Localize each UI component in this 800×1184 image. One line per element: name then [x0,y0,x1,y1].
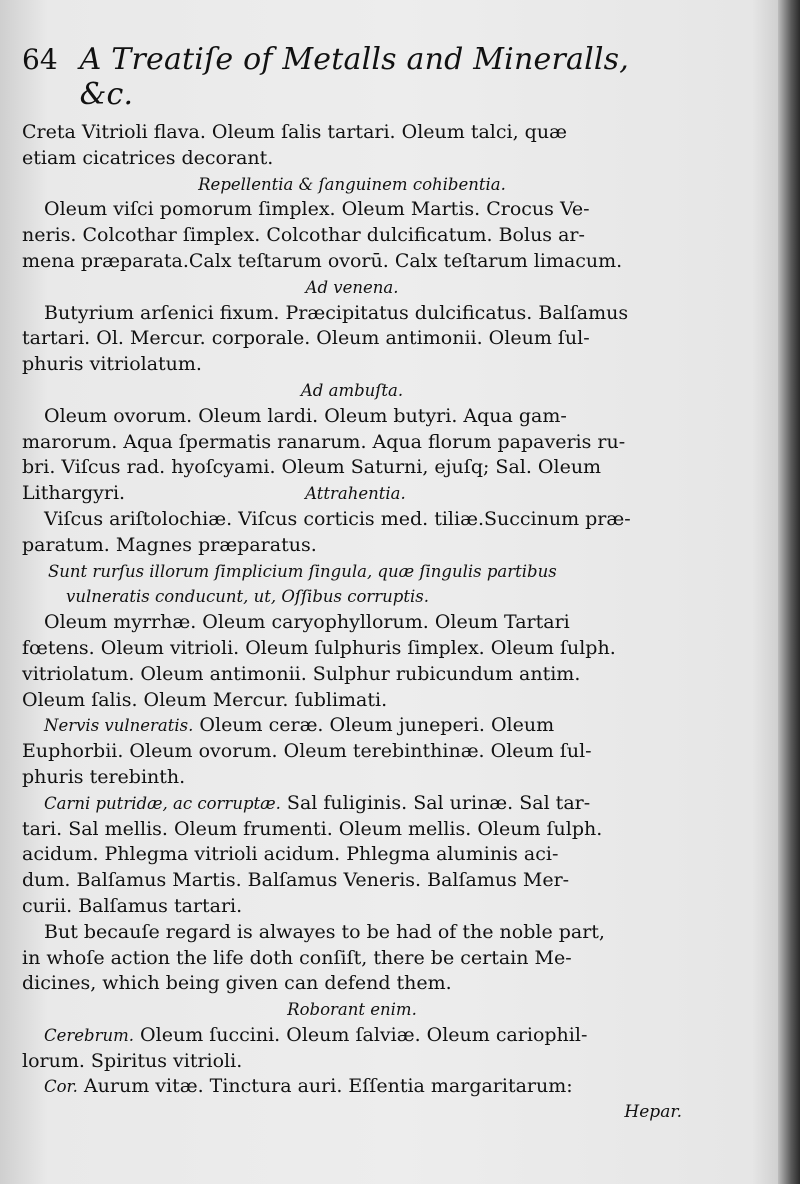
page-header [22,42,682,112]
text-line: bri. Viſcus rad. hyoſcyami. Oleum Saturni, ejuſq; Sal. Oleum [22,456,602,479]
text-line: acidum. Phlegma vitrioli acidum. Phlegma aluminis aci- [22,843,559,866]
text-fragment: Lithargyri. [22,482,126,505]
catchword: Hepar. [624,1102,682,1123]
text-line: tari. Sal mellis. Oleum frumenti. Oleum mellis. Oleum ſulph. [22,817,603,840]
text-line: fœtens. Oleum vitrioli. Oleum ſulphuris ſimplex. Oleum ſulph. [22,636,616,659]
text-line: Oleum myrrhæ. Oleum caryophyllorum. Oleum Tartari [44,611,570,634]
text-line: Creta Vitrioli flava. Oleum ſalis tartari. Oleum talci, quæ [22,121,567,143]
text-line: Butyrium arſenici fixum. Præcipitatus dulcificatus. Balſamus [44,301,629,324]
text-line: dum. Balſamus Martis. Balſamus Veneris. Balſamus Mer- [22,869,570,892]
text-line: in whoſe action the life doth conſiſt, there be certain Me- [22,946,572,969]
text-line: vitriolatum. Oleum antimonii. Sulphur rubicundum antim. [22,662,581,685]
text-line [22,713,682,739]
text-line [22,1023,682,1049]
text-line: neris. Colcothar ſimplex. Colcothar dulcificatum. Bolus ar- [22,224,585,247]
text-line: Viſcus ariſtolochiæ. Viſcus corticis med. tiliæ.Succinum præ- [44,507,631,530]
text-line: curii. Balſamus tartari. [22,894,243,917]
topic-lead: Cor. [44,1077,78,1097]
running-title: A Treatiſe of Metalls and Mineralls, &c. [79,42,629,112]
text-line [22,1074,682,1100]
text-line: paratum. Magnes præparatus. [22,533,317,556]
text-line: Oleum ſalis. Oleum Mercur. ſublimati. [22,688,388,711]
section-heading: Ad venena. [305,277,399,297]
binding-shadow [778,0,800,1184]
topic-lead: Cerebrum. [44,1025,135,1045]
section-heading: Ad ambuſta. [300,380,404,400]
section-heading: Repellentia & ſanguinem cohibentia. [198,174,506,194]
text-fragment: Oleum ſuccini. Oleum ſalviæ. Oleum cariophil- [134,1023,588,1046]
text-line: marorum. Aqua ſpermatis ranarum. Aqua florum papaveris ru- [22,430,626,453]
text-fragment: Aurum vitæ. Tinctura auri. Eſſentia margaritarum: [77,1075,573,1098]
text-line: phuris terebinth. [22,765,186,788]
section-heading: Attrahentia. [305,484,406,504]
text-line [22,791,682,817]
text-fragment: Oleum ceræ. Oleum juneperi. Oleum [193,714,555,737]
page-number: 64 [22,43,58,76]
topic-lead: Nervis vulneratis. [44,716,194,736]
section-heading: Roborant enim. [287,1000,417,1020]
text-line: phuris vitriolatum. [22,353,202,376]
topic-lead: Carni putridæ, ac corruptæ. [44,793,281,813]
text-line: etiam cicatrices decorant. [22,146,274,169]
text-line: But becauſe regard is alwayes to be had of the noble part, [44,920,605,943]
text-line: mena præparata.Calx teſtarum ovorū. Calx teſtarum limacum. [22,249,623,272]
text-line: Euphorbii. Oleum ovorum. Oleum terebinthinæ. Oleum ſul- [22,740,592,763]
text-fragment: Sal fuliginis. Sal urinæ. Sal tar- [280,791,591,814]
text-line: lorum. Spiritus vitrioli. [22,1049,243,1072]
text-line: Oleum ovorum. Oleum lardi. Oleum butyri. Aqua gam- [44,404,567,427]
text-line-with-heading [22,481,682,507]
text-line: tartari. Ol. Mercur. corporale. Oleum antimonii. Oleum ſul- [22,327,590,350]
section-heading: Sunt rurſus illorum ſimplicium ſingula, quæ ſingulis partibus [48,561,557,581]
text-line: dicines, which being given can defend them. [22,972,452,995]
section-heading: vulneratis conducunt, ut, Oſſibus corruptis. [66,587,429,607]
text-line: Oleum viſci pomorum ſimplex. Oleum Martis. Crocus Ve- [44,198,590,221]
page-body [22,120,682,1125]
